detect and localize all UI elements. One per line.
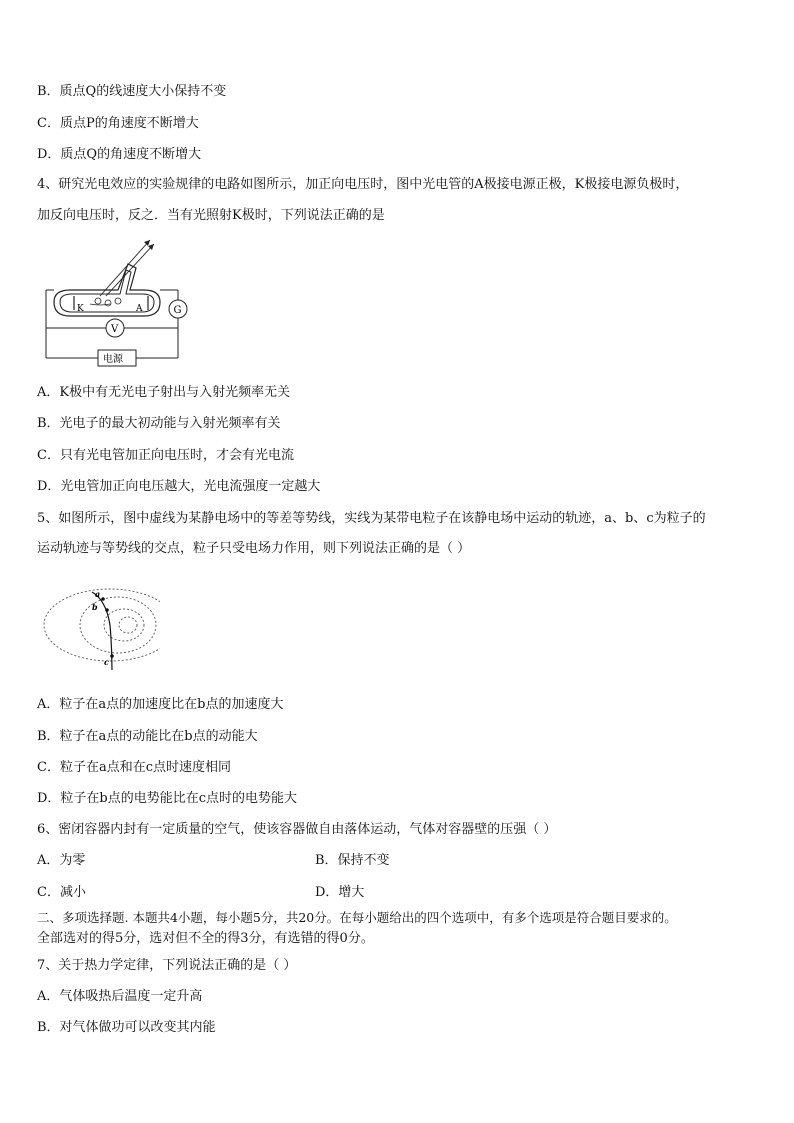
q6-option-c: C．减小 [37, 885, 86, 900]
section2-heading-line2: 全部选对的得5分，选对但不全的得3分，有选错的得0分。 [37, 931, 374, 946]
q4-option-a: A．K极中有无光电子射出与入射光频率无关 [37, 385, 291, 400]
photoelectric-circuit-figure [40, 232, 200, 372]
q4-stem-line2: 加反向电压时，反之．当有光照射K极时，下列说法正确的是 [37, 208, 385, 223]
q6-option-a: A．为零 [37, 853, 86, 868]
point-b-label: b [92, 602, 98, 612]
point-a-label: a [95, 589, 101, 599]
q6-option-b: B．保持不变 [315, 853, 390, 868]
q3-option-d: D．质点Q的角速度不断增大 [37, 147, 202, 162]
voltmeter-label: V [111, 324, 119, 335]
cathode-label: K [77, 304, 84, 314]
q7-stem: 7、关于热力学定律，下列说法正确的是（ ） [37, 958, 297, 973]
q5-option-c: C．粒子在a点和在c点时速度相同 [37, 760, 231, 775]
equipotential-trajectory-figure [40, 580, 160, 675]
power-label: 电源 [103, 354, 123, 365]
galvanometer-label: G [173, 305, 182, 316]
q5-option-d: D．粒子在b点的电势能比在c点时的电势能大 [37, 791, 298, 806]
q7-option-a: A．气体吸热后温度一定升高 [37, 989, 203, 1004]
q5-stem-line1: 5、如图所示，图中虚线为某静电场中的等差等势线，实线为某带电粒子在该静电场中运动的轨迹，a、b、c为粒子的 [37, 511, 706, 526]
anode-label: A [136, 304, 143, 314]
section2-heading-line1: 二、多项选择题. 本题共4小题，每小题5分，共20分。在每小题给出的四个选项中，有多个选项是符合题目要求的。 [37, 910, 677, 925]
q6-option-d: D．增大 [315, 885, 365, 900]
q5-stem-line2: 运动轨迹与等势线的交点，粒子只受电场力作用，则下列说法正确的是（ ） [37, 541, 471, 556]
point-c-label: c [104, 657, 109, 667]
q5-option-a: A．粒子在a点的加速度比在b点的加速度大 [37, 697, 284, 712]
q4-stem-line1: 4、研究光电效应的实验规律的电路如图所示，加正向电压时，图中光电管的A极接电源正极，K极接电源负极时， [37, 177, 689, 192]
q3-option-c: C．质点P的角速度不断增大 [37, 116, 199, 131]
q6-stem: 6、密闭容器内封有一定质量的空气，使该容器做自由落体运动，气体对容器壁的压强（ ） [37, 822, 557, 837]
q4-option-b: B．光电子的最大初动能与入射光频率有关 [37, 416, 281, 431]
q3-option-b: B．质点Q的线速度大小保持不变 [37, 84, 227, 99]
q7-option-b: B．对气体做功可以改变其内能 [37, 1020, 216, 1035]
q4-option-c: C．只有光电管加正向电压时，才会有光电流 [37, 448, 294, 463]
q4-option-d: D．光电管加正向电压越大，光电流强度一定越大 [37, 479, 321, 494]
q5-option-b: B．粒子在a点的动能比在b点的动能大 [37, 729, 258, 744]
